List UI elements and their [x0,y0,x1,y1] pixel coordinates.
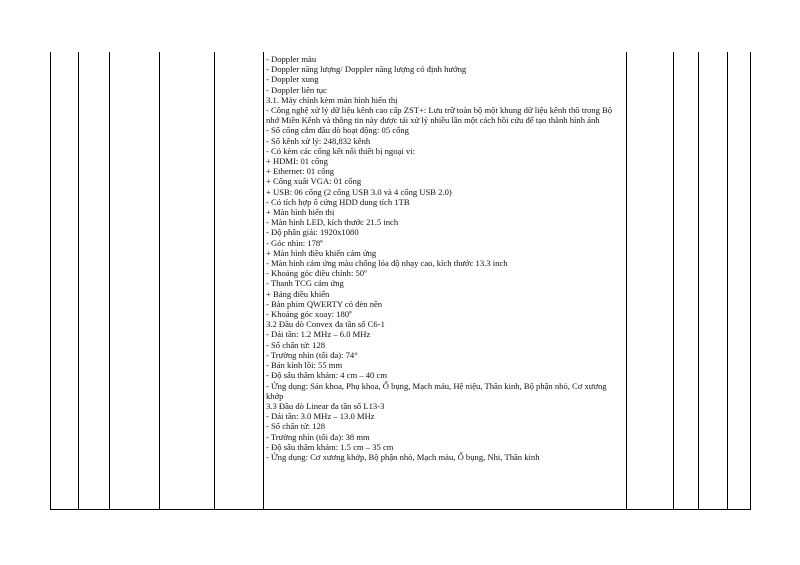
spec-line: - Có kèm các cổng kết nối thiết bị ngoại vi: [266,145,415,156]
spec-line: - Dải tần: 1.2 MHz – 6.0 MHz [266,329,371,340]
column-divider [698,52,699,509]
spec-line: - Góc nhìn: 178º [266,237,323,248]
spec-line: - Trường nhìn (tối đa): 74° [266,349,358,360]
spec-line: - Doppler năng lượng/ Doppler năng lượng có định hướng [266,64,467,75]
spec-description-cell [266,54,621,462]
spec-line: - Khoảng góc điều chỉnh: 50º [266,268,367,279]
spec-line: - Số cổng cắm đầu dò hoạt động: 05 cổng [266,125,409,136]
spec-line: - Trường nhìn (tối đa): 38 mm [266,431,370,442]
spec-line: - Ứng dụng: Cơ xương khớp, Bộ phận nhỏ, Mạch máu, Ổ bụng, Nhi, Thần kinh [266,451,540,462]
spec-line: - Ứng dụng: Sản khoa, Phụ khoa, Ổ bụng, Mạch máu, Hệ niệu, Thần kinh, Bộ phận nhỏ, Cơ xương khớp [266,380,607,401]
column-divider [214,52,215,509]
spec-line: - Doppler xung [266,74,319,85]
spec-line: - Số chấn tử: 128 [266,421,326,432]
spec-line: - Khoảng góc xoay: 180º [266,309,352,320]
spec-line: - Độ sâu thăm khám: 4 cm – 40 cm [266,370,388,381]
column-divider [626,52,627,509]
spec-line: - Doppler liên tục [266,84,327,95]
spec-line: - Số chấn tử: 128 [266,339,326,350]
column-divider [159,52,160,509]
spec-line: - Màn hình cảm ứng màu chống lóa độ nhạy cao, kích thước 13.3 inch [266,258,508,269]
spec-line: - Dải tần: 3.0 MHz – 13.0 MHz [266,411,375,422]
section-heading: 3.2 Đầu dò Convex đa tần số C6-1 [266,319,385,330]
spec-line: - Màn hình LED, kích thước 21.5 inch [266,217,399,228]
spec-line: - Độ phân giải: 1920x1080 [266,227,359,238]
section-heading: 3.1. Máy chính kèm màn hình hiển thị [266,94,398,105]
spec-line: + Ethernet: 01 cổng [266,166,335,177]
spec-line: - Có tích hợp ổ cứng HDD dung tích 1TB [266,196,410,207]
spec-line: - Công nghệ xử lý dữ liệu kênh cao cấp ZST+: Lưu trữ toàn bộ một khung dữ liệu kênh thô trong Bộ nhớ Miền Kênh và thông tin này được tái xử lý nhiều lần một cách hồi cứu để tạo thành hình ảnh [266,105,613,126]
spec-line: + Màn hình hiển thị [266,207,335,218]
spec-line: + USB: 06 cổng (2 cổng USB 3.0 và 4 cổng USB 2.0) [266,186,452,197]
column-divider [263,52,264,509]
spec-line: - Doppler màu [266,54,317,64]
column-divider [673,52,674,509]
spec-line: + Cổng xuất VGA: 01 cổng [266,176,362,187]
column-divider [78,52,79,509]
spec-line: - Thanh TCG cảm ứng [266,278,344,289]
spec-line: - Bán kính lồi: 55 mm [266,360,343,371]
spec-line: + Bảng điều khiển [266,288,330,299]
spec-line: + HDMI: 01 cổng [266,156,328,167]
spec-line: - Bàn phím QWERTY có đèn nền [266,298,383,309]
spec-line: - Độ sâu thăm khám: 1.5 cm – 35 cm [266,441,394,452]
column-divider [109,52,110,509]
spec-line: + Màn hình điều khiển cảm ứng [266,247,377,258]
column-divider [727,52,728,509]
spec-line: - Số kênh xử lý: 248,832 kênh [266,135,371,146]
section-heading: 3.3 Đầu dò Linear đa tần số L13-3 [266,400,385,411]
